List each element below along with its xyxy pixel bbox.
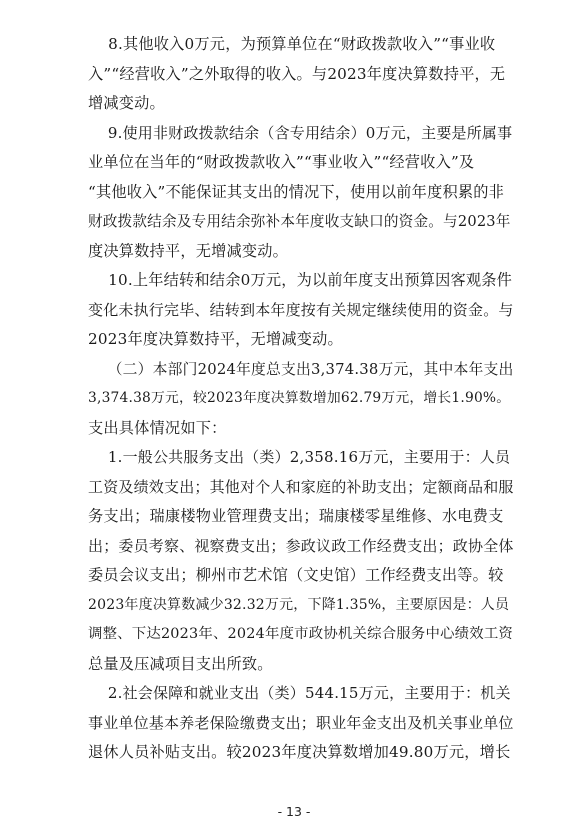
- text-line: 出；委员考察、视察费支出；参政议政工作经费支出；政协全体: [88, 536, 514, 555]
- text-line: 变化未执行完毕、结转到本年度按有关规定继续使用的资金。与: [88, 300, 514, 319]
- text-line: 务支出；瑞康楼物业管理费支出；瑞康楼零星维修、水电费支: [88, 507, 504, 525]
- text-line: 支出具体情况如下：: [88, 418, 227, 437]
- text-line: 调整、下达2023年、2024年度市政协机关综合服务中心绩效工资: [88, 626, 514, 642]
- text-line: “其他收入”不能保证其支出的情况下，使用以前年度积累的非: [88, 182, 505, 201]
- text-line: （二）本部门2024年度总支出3,374.38万元，其中本年支出: [88, 360, 514, 378]
- text-line: 2.社会保障和就业支出（类）544.15万元，主要用于：机关: [88, 684, 511, 702]
- text-line: 10.上年结转和结余0万元，为以前年度支出预算因客观条件: [88, 271, 513, 289]
- text-line: 增减变动。: [88, 94, 165, 112]
- text-line: 业单位在当年的“财政拨款收入”“事业收入”“经营收入”及: [88, 153, 475, 171]
- page-number: - 13 -: [277, 804, 311, 819]
- text-line: 8.其他收入0万元，为预算单位在“财政拨款收入”“事业收: [88, 35, 496, 53]
- text-line: 2023年度决算数持平，无增减变动。: [88, 330, 343, 348]
- text-line: 1.一般公共服务支出（类）2,358.16万元，主要用于：人员: [88, 448, 511, 466]
- text-line: 事业单位基本养老保险缴费支出；职业年金支出及机关事业单位: [88, 713, 514, 732]
- text-line: 度决算数持平，无增减变动。: [88, 241, 289, 260]
- body-text: [88, 30, 514, 768]
- text-line: 总量及压减项目支出所致。: [88, 654, 273, 673]
- text-line: 9.使用非财政拨款结余（含专用结余）0万元，主要是所属事: [88, 123, 513, 142]
- text-line: 3,374.38万元，较2023年度决算数增加62.79万元，增长1.90%。: [88, 390, 511, 406]
- text-line: 2023年度决算数减少32.32万元，下降1.35%，主要原因是：人员: [88, 596, 510, 613]
- text-line: 委员会议支出；柳州市艺术馆（文史馆）工作经费支出等。较: [88, 566, 504, 584]
- text-line: 退休人员补贴支出。较2023年度决算数增加49.80万元，增长: [88, 743, 511, 761]
- text-line: 财政拨款结余及专用结余弥补本年度收支缺口的资金。与2023年: [88, 213, 511, 230]
- text-line: 入”“经营收入”之外取得的收入。与2023年度决算数持平，无: [88, 64, 506, 83]
- text-line: 工资及绩效支出；其他对个人和家庭的补助支出；定额商品和服: [88, 477, 514, 496]
